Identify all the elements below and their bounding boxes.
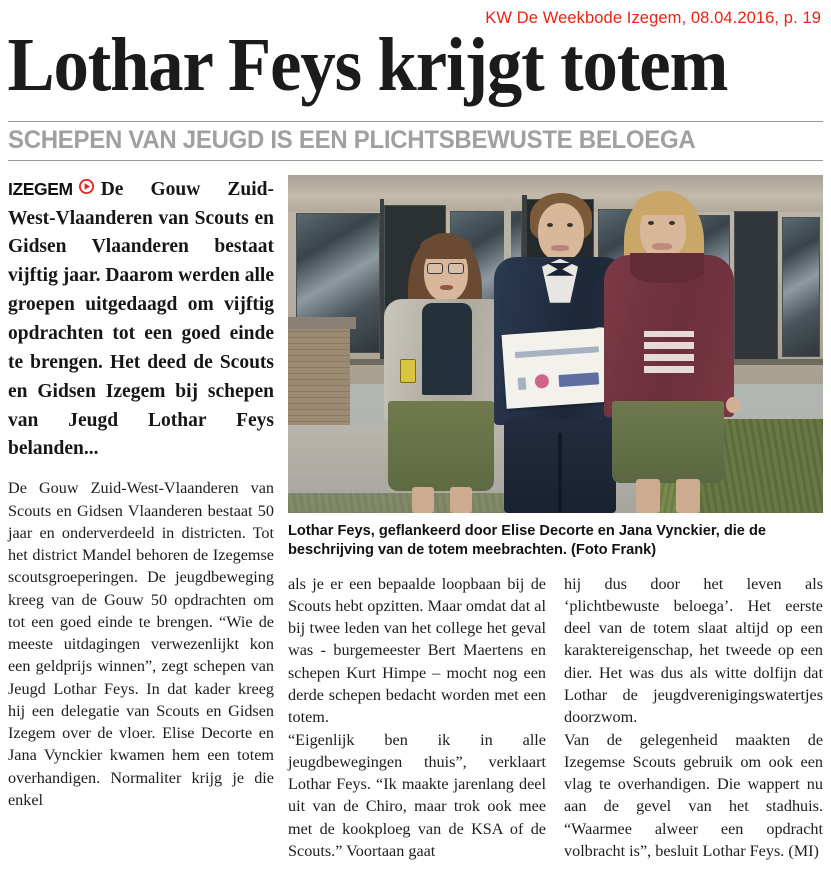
- photo-person-left-shirt: [422, 303, 472, 395]
- photo-person-right-hoodie-print: [644, 331, 694, 373]
- photo-certificate: [502, 327, 619, 409]
- photo-person-right-leg-r: [676, 479, 700, 513]
- photo-grass-bottom: [288, 493, 508, 513]
- article-subtitle: SCHEPEN VAN JEUGD IS EEN PLICHTSBEWUSTE BELOEGA: [8, 126, 696, 155]
- column-three: [564, 573, 823, 862]
- photo-person-left-glasses-l: [427, 263, 443, 274]
- photo-door-right: [734, 211, 778, 361]
- photo-person-right-fringe: [636, 193, 690, 215]
- lead-text: De Gouw Zuid-West-Vlaanderen van Scouts en Gidsen Vlaanderen bestaat vijftig jaar. Daarom werden alle groepen uitgedaagd om vijftig opdrachten tot een goed einde te brengen. Het deed de Scouts en Gidsen Izegem bij schepen van Jeugd Lothar Feys belanden...: [8, 178, 274, 460]
- photo-person-center-head: [538, 203, 584, 261]
- column-two: [288, 573, 546, 862]
- photo-window-right-3: [782, 217, 820, 357]
- photo-person-right-hood: [630, 253, 704, 283]
- photo-person-right-leg-l: [636, 479, 660, 513]
- photo-person-left-fringe: [420, 235, 472, 259]
- column-one-text: De Gouw Zuid-West-Vlaanderen van Scouts en Gidsen Vlaanderen bestaat 50 jaar en onderverdeeld in districten. Tot het district Mandel behoren de Izegemse scoutsgroeperingen. De jeugdbeweging kreeg van de Gouw 50 opdrachten om tot een goed einde te brengen. “Wie de meeste uitdagingen verwezenlijkt kon een geldprijs winnen”, zegt schepen van Jeugd Lothar Feys. In dat kader kreeg hij een delegatie van Scouts en Gidsen Izegem over de vloer. Elise Decorte en Jana Vynckier kwamen hem een totem overhandigen. Normaliter krijg je die enkel: [8, 479, 274, 809]
- photo-person-right-eye-l: [648, 221, 654, 225]
- article-photo: [288, 175, 823, 513]
- photo-person-right-mouth: [652, 243, 672, 250]
- photo-caption: Lothar Feys, geflankeerd door Elise Decorte en Jana Vynckier, die de beschrijving van de totem meebrachten. (Foto Frank): [288, 522, 766, 558]
- photo-person-right-eye-r: [669, 221, 675, 225]
- photo-person-center-trouser-split: [558, 433, 562, 513]
- photo-person-right-skirt: [612, 401, 724, 483]
- photo-person-left-glasses-r: [448, 263, 464, 274]
- photo-certificate-title: [515, 346, 599, 358]
- column-three-text-a: hij dus door het leven als ‘plichtbewuste beloega’. Het eerste deel van de totem slaat altijd op een karaktereigenschap, het tweede op een dier. Het was dus als witte dolfijn dat Lothar de jeugdverenigingswatertjes doorzwom.: [564, 574, 823, 727]
- photo-person-left-mouth: [440, 285, 453, 290]
- lead-paragraph: [8, 175, 274, 465]
- photo-person-right-hand: [726, 397, 740, 413]
- photo-block: [288, 175, 823, 561]
- column-two-text-a: als je er een bepaalde loopbaan bij de Scouts hebt opzitten. Maar omdat dat al bij twee leden van het college het geval was - burgemeester Bert Maertens en schepen Kurt Himpe – mocht nog een derde schepen bedacht worden met een totem.: [288, 574, 546, 727]
- photo-certificate-logo-left: [518, 377, 527, 390]
- publication-source: KW De Weekbode Izegem, 08.04.2016, p. 19: [485, 9, 821, 27]
- photo-certificate-logo-right: [558, 372, 599, 387]
- play-circle-icon: [79, 175, 94, 204]
- page-title: Lothar Feys krijgt totem: [7, 23, 728, 107]
- photo-person-left-leg-r: [450, 487, 472, 513]
- photo-person-left-leg-l: [412, 487, 434, 513]
- photo-person-left-skirt: [388, 401, 494, 491]
- photo-person-center-eye-r: [567, 223, 573, 227]
- photo-person-center-eye-l: [547, 223, 553, 227]
- photo-brick-cap: [288, 317, 356, 329]
- column-one: [8, 175, 274, 812]
- photo-certificate-logo-mid: [534, 374, 549, 389]
- photo-person-center-mouth: [551, 245, 569, 251]
- column-two-text-b: “Eigenlijk ben ik in alle jeugdbewegingen thuis”, verklaart Lothar Feys. “Ik maakte jarenlang deel uit van de Chiro, maar trok ook mee met de kookploeg van de KSA of de Scouts.” Voortaan gaat: [288, 730, 546, 860]
- column-three-text-b: Van de gelegenheid maakten de Izegemse Scouts gebruik om ook een vlag te overhandigen. Die wappert nu aan de gevel van het stadhuis. “Waarmee alweer een opdracht volbracht is”, besluit Lothar Feys. (MI): [564, 730, 823, 860]
- photo-person-left-badge: [400, 359, 416, 383]
- subtitle-band: [8, 121, 823, 160]
- dateline-kicker: IZEGEM: [8, 178, 73, 199]
